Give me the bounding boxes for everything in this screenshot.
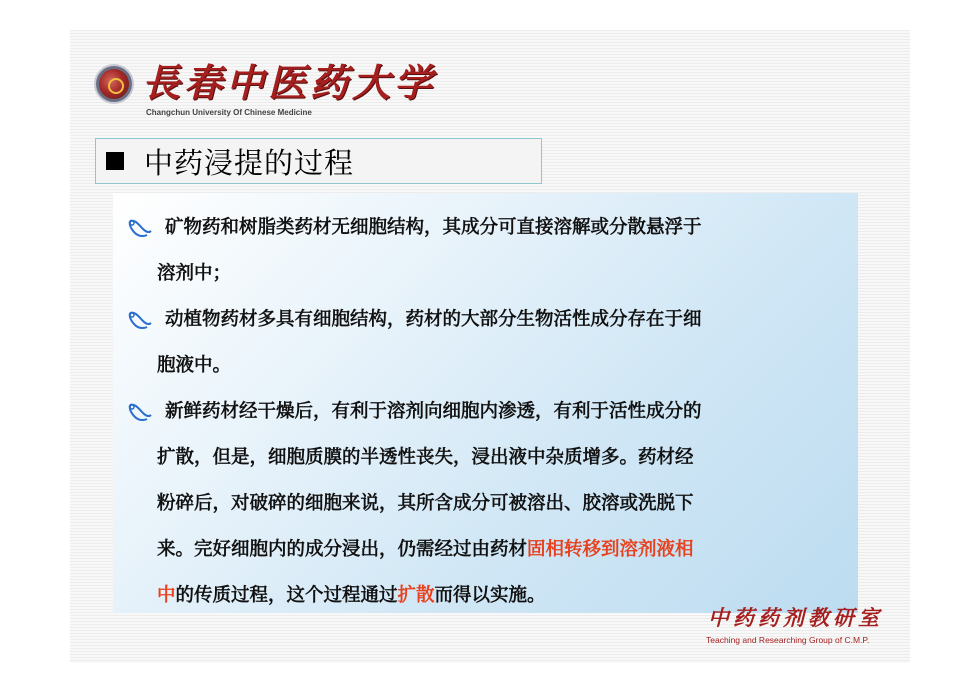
scroll-bullet-icon bbox=[127, 401, 153, 423]
bullet-text-segment: 的传质过程，这个过程通过 bbox=[175, 585, 398, 606]
department-logo bbox=[704, 602, 904, 652]
bullet-text-segment: 而得以实施。 bbox=[434, 585, 546, 606]
content-panel bbox=[113, 193, 858, 613]
square-bullet-icon bbox=[106, 152, 124, 170]
bullet-item bbox=[121, 205, 842, 297]
department-english-name: Teaching and Researching Group of C.M.P. bbox=[706, 635, 870, 645]
bullet-text-line: 新鲜药材经干燥后，有利于溶剂向细胞内渗透，有利于活性成分的 bbox=[165, 401, 702, 422]
bullet-item bbox=[121, 297, 842, 389]
logo-chinese-name: 長春中医药大学 bbox=[142, 60, 437, 105]
highlight-text: 扩散 bbox=[397, 585, 435, 606]
department-chinese-name: 中药药剂教研室 bbox=[708, 605, 883, 630]
logo-english-name: Changchun University Of Chinese Medicine bbox=[146, 108, 312, 117]
bullet-text-line: 粉碎后，对破碎的细胞来说，其所含成分可被溶出、胶溶或洗脱下 bbox=[157, 493, 694, 514]
title-box bbox=[95, 138, 542, 184]
bullet-text-line: 动植物药材多具有细胞结构，药材的大部分生物活性成分存在于细 bbox=[165, 309, 702, 330]
university-logo bbox=[96, 58, 437, 124]
bullet-text-line bbox=[157, 527, 842, 573]
bullet-text-line: 溶剂中； bbox=[157, 263, 232, 284]
bullet-text-line: 扩散，但是，细胞质膜的半透性丧失，浸出液中杂质增多。药材经 bbox=[157, 447, 694, 468]
highlight-text: 中 bbox=[157, 585, 176, 606]
bullet-text-line: 矿物药和树脂类药材无细胞结构，其成分可直接溶解或分散悬浮于 bbox=[165, 217, 702, 238]
bullet-text-segment: 来。完好细胞内的成分浸出，仍需经过由药材 bbox=[157, 539, 528, 560]
bullet-text-line: 胞液中。 bbox=[157, 355, 232, 376]
scroll-bullet-icon bbox=[127, 217, 153, 239]
slide-title: 中药浸提的过程 bbox=[144, 145, 355, 180]
highlight-text: 固相转移到溶剂液相 bbox=[527, 539, 694, 560]
scroll-bullet-icon bbox=[127, 309, 153, 331]
bullet-item bbox=[121, 389, 842, 619]
university-seal-icon bbox=[96, 66, 132, 102]
